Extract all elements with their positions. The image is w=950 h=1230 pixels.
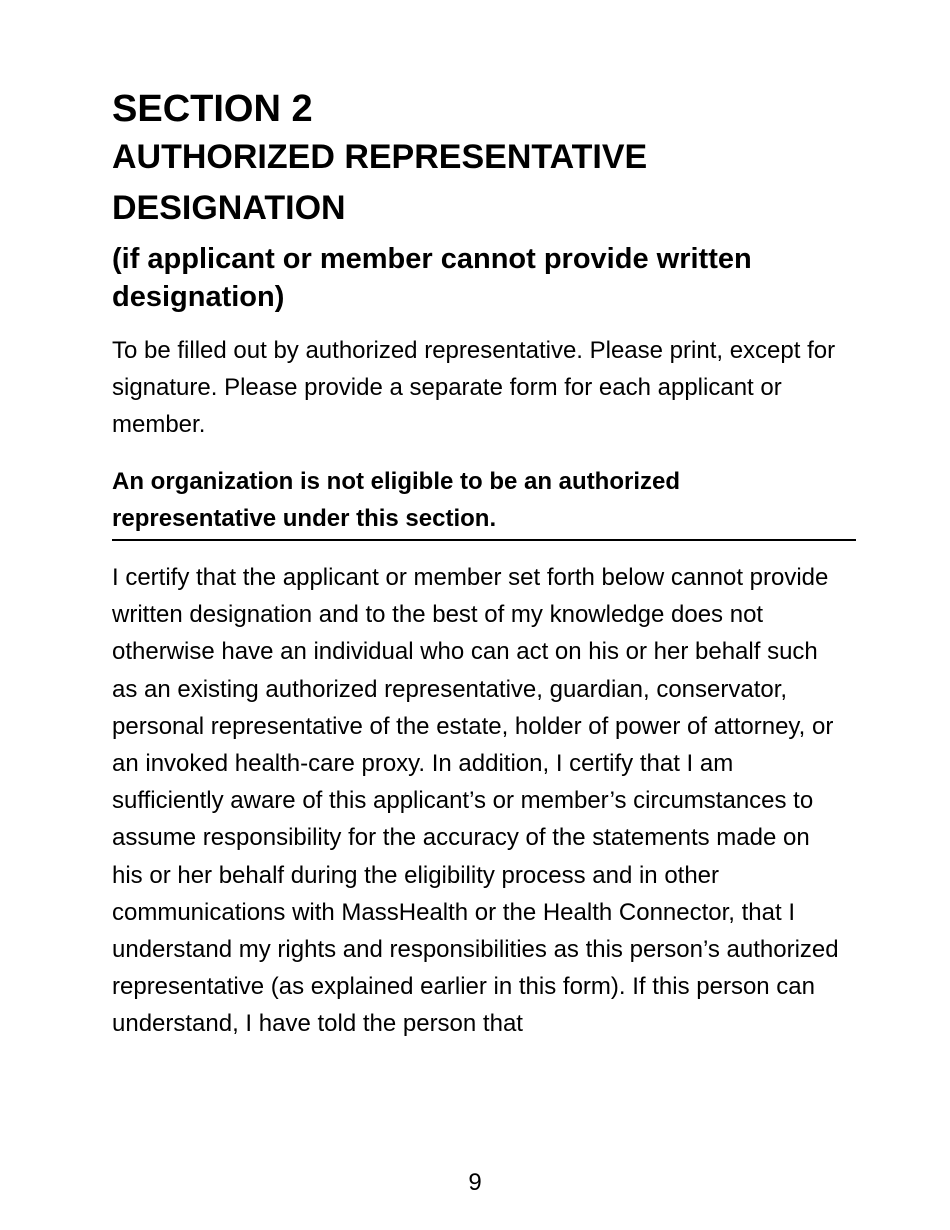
horizontal-rule <box>112 539 856 541</box>
section-title: AUTHORIZED REPRESENTATIVE DESIGNATION <box>112 138 648 227</box>
page-number: 9 <box>468 1169 482 1196</box>
document-page <box>112 86 856 1043</box>
certification-paragraph: I certify that the applicant or member set forth below cannot provide written designation and to the best of my knowledge does not otherwise have an individual who can act on his or her behalf such as an existing authorized representative, guardian, conservator, personal representative of the estate, holder of power of attorney, or an invoked health-care proxy. In addition, I certify that I am sufficiently aware of this applicant’s or member’s circumstances to assume responsibility for the accuracy of the statements made on his or her behalf during the eligibility process and in other communications with MassHealth or the Health Connector, that I understand my rights and responsibilities as this person’s authorized representative (as explained earlier in this form). If this person can understand, I have told the person that <box>112 564 839 1038</box>
eligibility-notice: An organization is not eligible to be an authorized representative under this section. <box>112 468 681 532</box>
section-number: SECTION 2 <box>112 88 313 130</box>
section-subtitle: (if applicant or member cannot provide written designation) <box>112 243 752 313</box>
instructions-paragraph: To be filled out by authorized representative. Please print, except for signature. Please provide a separate form for each applicant or member. <box>112 337 836 438</box>
